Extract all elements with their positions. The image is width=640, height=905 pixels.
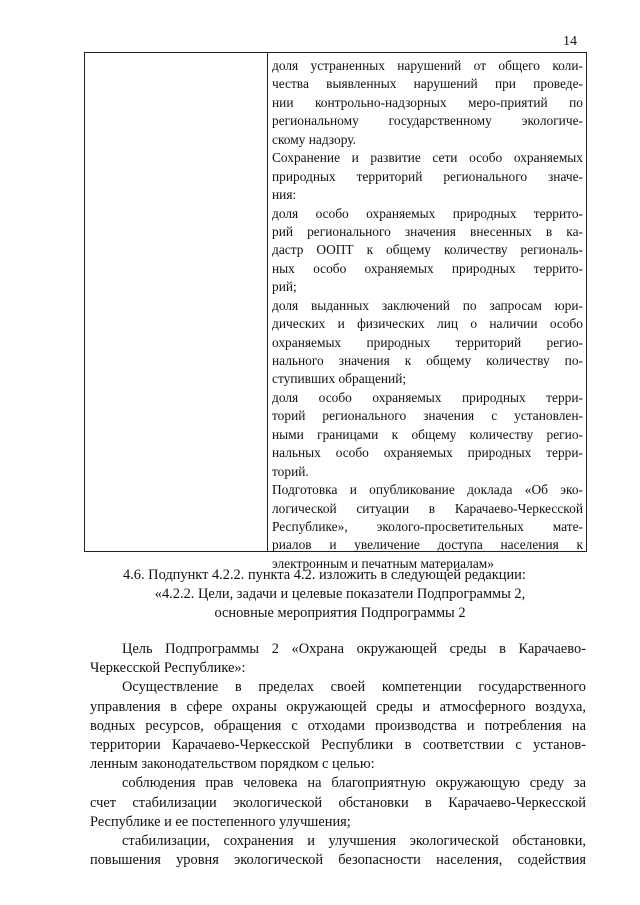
cell-line: нальных особо охраняемых природных терри- bbox=[272, 445, 583, 461]
cell-line: Подготовка и опубликование доклада «Об эко- bbox=[272, 482, 583, 498]
cell-line: природных территорий регионального значе- bbox=[272, 168, 583, 184]
cell-line: нии контрольно-надзорных меро-приятий по bbox=[272, 94, 583, 110]
cell-line: нального значения к общему количеству по- bbox=[272, 353, 583, 368]
paragraph-line: ленным законодательством порядком с целью: bbox=[90, 756, 375, 773]
paragraph-line: управления в сфере охраны окружающей среды и атмосферного воздуха, bbox=[90, 698, 586, 715]
paragraph-line: водных ресурсов, обращения с отходами производства и потребления на bbox=[90, 717, 586, 734]
cell-line: дастр ООПТ к общему количеству региональ- bbox=[272, 242, 583, 258]
cell-line: логической ситуации в Карачаево-Черкесской bbox=[272, 500, 583, 516]
document-table bbox=[84, 52, 587, 571]
paragraph-line: Цель Подпрограммы 2 «Охрана окружающей среды в Карачаево- bbox=[122, 641, 586, 657]
cell-line: доля особо охраняемых природных терри- bbox=[272, 389, 583, 405]
page-number: 14 bbox=[563, 34, 577, 49]
cell-line: рий; bbox=[272, 279, 297, 295]
cell-line: дических и физических лиц о наличии особо bbox=[272, 316, 583, 332]
section-heading-line-2: основные мероприятия Подпрограммы 2 bbox=[214, 605, 466, 621]
cell-line: скому надзору. bbox=[272, 131, 356, 147]
cell-line: охраняемых природных территорий регио- bbox=[272, 334, 583, 350]
paragraph-line: Осуществление в пределах своей компетенции государственного bbox=[122, 679, 586, 696]
cell-line: рий регионального значения внесенных в ка- bbox=[272, 223, 583, 239]
paragraph-line: территории Карачаево-Черкесской Республики в соответствии с установ- bbox=[90, 736, 586, 753]
table-column-divider bbox=[267, 53, 268, 551]
cell-line: ступивших обращений; bbox=[272, 371, 407, 387]
cell-line: ными границами к общему количеству регио- bbox=[272, 426, 583, 442]
body-text bbox=[90, 640, 586, 870]
cell-line: Республике», эколого-просветительных мате- bbox=[272, 518, 583, 534]
paragraph-line: счет стабилизации экологической обстановки в Карачаево-Черкесской bbox=[90, 794, 586, 811]
amendment-line: 4.6. Подпункт 4.2.2. пункта 4.2. изложить в следующей редакции: bbox=[123, 567, 526, 583]
table-right-cell bbox=[272, 57, 583, 573]
paragraph-line: повышения уровня экологической безопасности населения, содействия bbox=[90, 852, 586, 869]
cell-line: торий регионального значения с установлен- bbox=[272, 408, 583, 424]
section-heading-line-1: «4.2.2. Цели, задачи и целевые показатели Подпрограммы 2, bbox=[154, 586, 526, 602]
cell-line: риалов и увеличение доступа населения к bbox=[272, 537, 583, 553]
cell-line: доля устраненных нарушений от общего коли- bbox=[272, 58, 583, 73]
paragraph-line: Республике и ее постепенного улучшения; bbox=[90, 813, 351, 830]
cell-line: торий. bbox=[272, 463, 309, 479]
cell-line: доля выданных заключений по запросам юри- bbox=[272, 297, 583, 313]
cell-line: чества выявленных нарушений при проведе- bbox=[272, 76, 583, 92]
cell-line: ния: bbox=[272, 187, 297, 203]
cell-line: электронным и печатным материалам» bbox=[272, 555, 494, 571]
cell-line: региональному государственному экологиче- bbox=[272, 113, 583, 129]
paragraph-line: стабилизации, сохранения и улучшения экологической обстановки, bbox=[122, 832, 586, 849]
paragraph-line: соблюдения прав человека на благоприятную окружающую среду за bbox=[122, 775, 586, 792]
section-heading bbox=[80, 585, 600, 623]
cell-line: Сохранение и развитие сети особо охраняемых bbox=[272, 150, 583, 166]
paragraph-line: Черкесской Республике»: bbox=[90, 660, 246, 677]
cell-line: доля особо охраняемых природных террито- bbox=[272, 205, 583, 221]
cell-line: ных особо охраняемых природных террито- bbox=[272, 260, 583, 276]
